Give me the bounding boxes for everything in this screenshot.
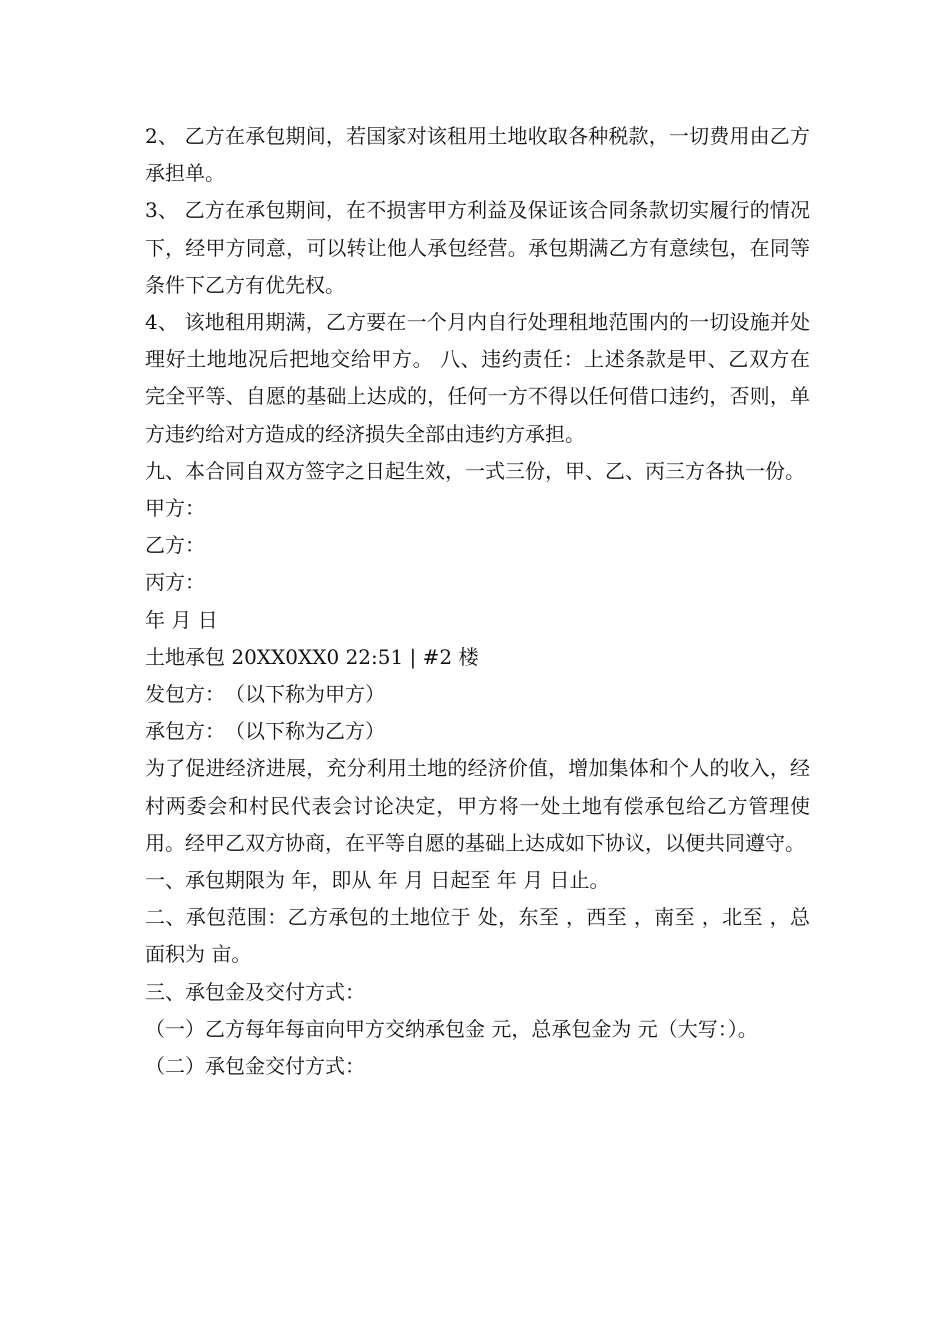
signature-party-c: 丙方： <box>145 570 205 595</box>
signature-date: 年 月 日 <box>145 607 218 632</box>
article-3-heading: 三、承包金及交付方式： <box>145 979 365 1004</box>
contractor-party-line: 承包方： （以下称为乙方） <box>145 719 385 744</box>
article-3-item-1: （一）乙方每年每亩向甲方交纳承包金 元，总承包金为 元（大写：）。 <box>145 1016 758 1041</box>
article-2-scope: 二、承包范围：乙方承包的土地位于 处，东至 ，西至 ，南至 ，北至 ，总面积为 亩。 <box>145 905 810 967</box>
contracting-party-line: 发包方： （以下称为甲方） <box>145 682 385 707</box>
article-3-item-2: （二）承包金交付方式： <box>145 1054 365 1079</box>
article-1-term: 一、承包期限为 年，即从 年 月 日起至 年 月 日止。 <box>145 868 610 893</box>
clause-4-expiry-and-breach: 4、 该地租用期满，乙方要在一个月内自行处理租地范围内的一切设施并处理好土地地况后把地交给甲方。 八、违约责任：上述条款是甲、乙双方在完全平等、自愿的基础上达成的，任何一方不得以任何借口违约，否则，单方违约给对方造成的经济损失全部由违约方承担。 <box>145 310 810 446</box>
clause-9-effectiveness: 九、本合同自双方签字之日起生效，一式三份，甲、乙、丙三方各执一份。 <box>145 458 805 483</box>
preamble: 为了促进经济进展，充分利用土地的经济价值，增加集体和个人的收入，经村两委会和村民代表会讨论决定，甲方将一处土地有偿承包给乙方管理使用。经甲乙双方协商，在平等自愿的基础上达成如下协议，以便共同遵守。 <box>145 756 810 855</box>
signature-party-b: 乙方： <box>145 533 205 558</box>
clause-3-transfer: 3、 乙方在承包期间，在不损害甲方利益及保证该合同条款切实履行的情况下，经甲方同意，可以转让他人承包经营。承包期满乙方有意续包，在同等条件下乙方有优先权。 <box>145 198 810 297</box>
signature-party-a: 甲方： <box>145 496 205 521</box>
post-header: 土地承包 20XX0XX0 22:51 | #2 楼 <box>145 644 479 669</box>
document-page <box>145 118 810 1085</box>
clause-2-tax: 2、 乙方在承包期间，若国家对该租用土地收取各种税款，一切费用由乙方承担单。 <box>145 124 810 186</box>
